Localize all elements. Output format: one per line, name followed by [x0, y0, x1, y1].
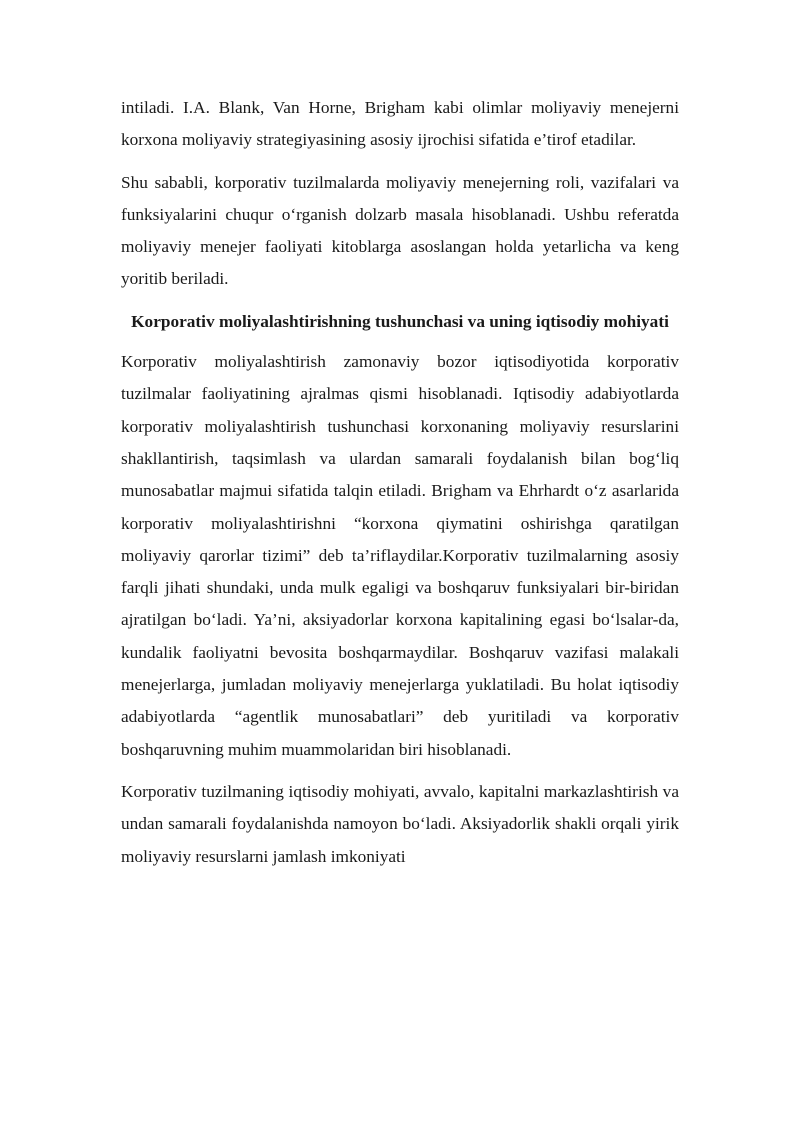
document-page — [121, 92, 679, 883]
section-heading: Korporativ moliyalashtirishning tushunchasi va uning iqtisodiy mohiyati — [131, 311, 669, 331]
paragraph-4: Korporativ tuzilmaning iqtisodiy mohiyati, avvalo, kapitalni markazlashtirish va undan samarali foydalanishda namoyon bo‘ladi. Aksiyadorlik shakli orqali yirik moliyaviy resurslarni jamlash imkoniyati — [121, 781, 679, 866]
paragraph-3: Korporativ moliyalashtirish zamonaviy bozor iqtisodiyotida korporativ tuzilmalar faoliyatining ajralmas qismi hisoblanadi. Iqtisodiy adabiyotlarda korporativ moliyalashtirish tushunchasi korxonaning moliyaviy resurslarini shakllantirish, taqsimlash va ulardan samarali foydalanish bilan bog‘liq munosabatlar majmui sifatida talqin etiladi. Brigham va Ehrhardt o‘z asarlarida korporativ moliyalashtirishni “korxona qiymatini oshirishga qaratilgan moliyaviy qarorlar tizimi” deb ta’riflaydilar.Korporativ tuzilmalarning asosiy farqli jihati shundaki, unda mulk egaligi va boshqaruv funksiyalari bir-biridan ajratilgan bo‘ladi. Ya’ni, aksiyadorlar korxona kapitalining egasi bo‘lsalar-da, kundalik faoliyatni bevosita boshqarmaydilar. Boshqaruv vazifasi malakali menejerlarga, jumladan moliyaviy menejerlarga yuklatiladi. Bu holat iqtisodiy adabiyotlarda “agentlik munosabatlari” deb yuritiladi va korporativ boshqaruvning muhim muammolaridan biri hisoblanadi. — [121, 352, 679, 759]
paragraph-1: intiladi. I.A. Blank, Van Horne, Brigham kabi olimlar moliyaviy menejerni korxona moliyaviy strategiyasining asosiy ijrochisi sifatida e’tirof etadilar. — [121, 98, 679, 150]
paragraph-2: Shu sababli, korporativ tuzilmalarda moliyaviy menejerning roli, vazifalari va funksiyalarini chuqur o‘rganish dolzarb masala hisoblanadi. Ushbu referatda moliyaviy menejer faoliyati kitoblarga asoslangan holda yetarlicha va keng yoritib beriladi. — [121, 172, 679, 289]
